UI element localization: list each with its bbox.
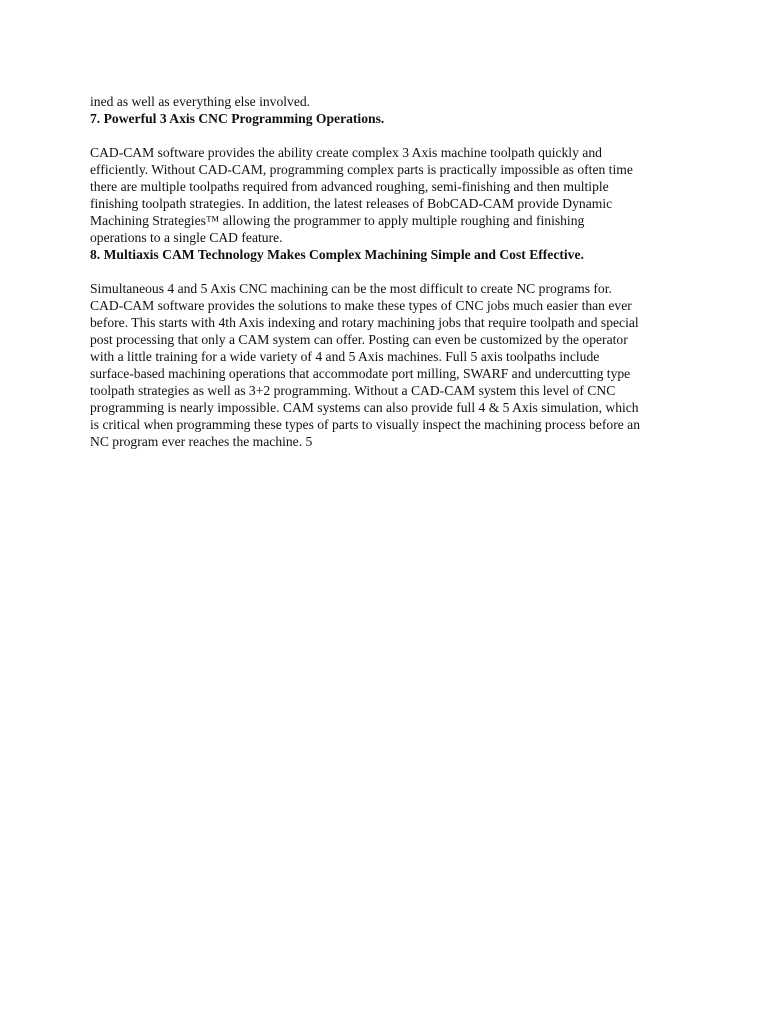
section-7-paragraph [90,144,680,246]
document-page [90,93,680,450]
text-line: efficiently. Without CAD-CAM, programming complex parts is practically impossible as often time [90,162,633,177]
text-line: with a little training for a wide variety of 4 and 5 Axis machines. Full 5 axis toolpaths include [90,349,600,364]
text-line: finishing toolpath strategies. In addition, the latest releases of BobCAD-CAM provide Dynamic [90,196,613,211]
text-line: NC program ever reaches the machine. 5 [90,434,313,449]
text-line: surface-based machining operations that accommodate port milling, SWARF and undercutting type [90,366,631,381]
section-8-heading: 8. Multiaxis CAM Technology Makes Complex Machining Simple and Cost Effective. [90,247,584,262]
text-line: programming is nearly impossible. CAM systems can also provide full 4 & 5 Axis simulation, which [90,400,639,415]
text-line: before. This starts with 4th Axis indexing and rotary machining jobs that require toolpath and special [90,315,639,330]
text-line: is critical when programming these types of parts to visually inspect the machining process before an [90,417,641,432]
text-line: CAD-CAM software provides the ability create complex 3 Axis machine toolpath quickly and [90,145,602,160]
section-7-heading: 7. Powerful 3 Axis CNC Programming Operations. [90,111,385,126]
section-8-paragraph [90,280,680,450]
intro-fragment: ined as well as everything else involved. [90,94,311,109]
text-line: post processing that only a CAM system can offer. Posting can even be customized by the operator [90,332,628,347]
text-line: CAD-CAM software provides the solutions to make these types of CNC jobs much easier than ever [90,298,632,313]
paragraph-gap [90,127,680,144]
text-line: there are multiple toolpaths required from advanced roughing, semi-finishing and then multiple [90,179,609,194]
text-line: operations to a single CAD feature. [90,230,283,245]
text-line: toolpath strategies as well as 3+2 programming. Without a CAD-CAM system this level of CNC [90,383,616,398]
text-line: Simultaneous 4 and 5 Axis CNC machining can be the most difficult to create NC programs for. [90,281,612,296]
text-line: Machining Strategies™ allowing the programmer to apply multiple roughing and finishing [90,213,585,228]
paragraph-gap [90,263,680,280]
